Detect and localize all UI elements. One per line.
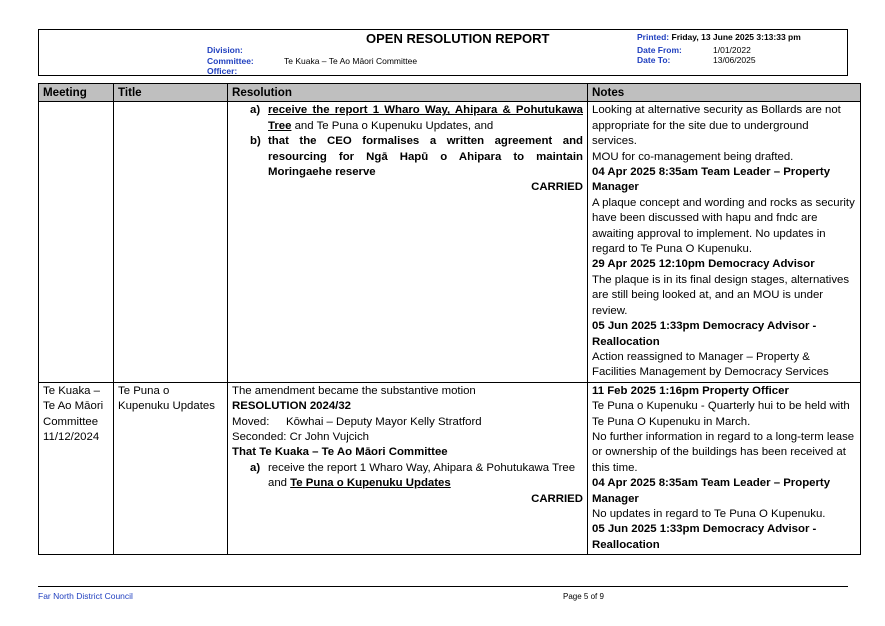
printed-line: [637, 32, 801, 42]
resolution-number: RESOLUTION 2024/32: [232, 400, 352, 413]
division-label: Division:: [207, 45, 243, 55]
note-text: MOU for co-management being drafted.: [592, 150, 794, 163]
note-text: No further information in regard to a long-term lease or ownership of the buildings has been received at this time.: [592, 430, 855, 474]
note-text: Te Puna o Kupenuku - Quarterly hui to be held with Te Puna O Kupenuku in March.: [592, 400, 850, 428]
date-to-value: 13/06/2025: [713, 55, 756, 65]
table-row: [39, 102, 861, 382]
committee-label: Committee:: [207, 56, 254, 66]
report-title: OPEN RESOLUTION REPORT: [366, 31, 550, 46]
table-header-row: [39, 84, 861, 102]
notes-cell: [588, 102, 861, 382]
meeting-cell: [39, 102, 114, 382]
moved-line: Moved: Kōwhai – Deputy Mayor Kelly Stratford: [232, 415, 482, 428]
note-heading: 05 Jun 2025 1:33pm Democracy Advisor - Reallocation: [592, 523, 817, 551]
date-from-label: Date From:: [637, 45, 682, 55]
note-heading: 05 Jun 2025 1:33pm Democracy Advisor - Reallocation: [592, 320, 817, 348]
carried-label: CARRIED: [531, 492, 583, 505]
note-heading: 04 Apr 2025 8:35am Team Leader – Property Manager: [592, 166, 831, 194]
officer-label: Officer:: [207, 66, 238, 76]
that-line: That Te Kuaka – Te Ao Māori Committee: [232, 446, 448, 459]
resolution-cell: [228, 382, 588, 554]
resolution-item-b: b) that the CEO formalises a written agreement and resourcing for Ngā Hapū o Ahipara to maintain Moringaehe reserve: [250, 135, 583, 179]
resolution-item-a: a) receive the report 1 Wharo Way, Ahipara & Pohutukawa Tree and Te Puna o Kupenuku Updates, and: [250, 104, 583, 132]
date-from-value: 1/01/2022: [713, 45, 751, 55]
note-heading: 11 Feb 2025 1:16pm Property Officer: [592, 384, 789, 397]
meeting-cell: Te Kuaka – Te Ao Māori Committee 11/12/2024: [39, 382, 114, 554]
resolution-item-a: a) receive the report 1 Wharo Way, Ahipara & Pohutukawa Tree and Te Puna o Kupenuku Updates: [250, 461, 576, 490]
footer-divider: [38, 586, 848, 587]
seconded-line: Seconded: Cr John Vujcich: [232, 430, 369, 443]
note-text: The plaque is in its final design stages, alternatives are still being looked at, and an MOU is under review.: [592, 273, 850, 317]
printed-value: Friday, 13 June 2025 3:13:33 pm: [671, 32, 801, 42]
resolution-table: [38, 83, 861, 555]
notes-cell: [588, 382, 861, 554]
resolution-cell: [228, 102, 588, 382]
column-header-title: Title: [114, 84, 228, 102]
note-heading: 29 Apr 2025 12:10pm Democracy Advisor: [592, 258, 815, 271]
note-text: No updates in regard to Te Puna O Kupenuku.: [592, 507, 826, 520]
table-row: [39, 382, 861, 554]
resolution-intro: The amendment became the substantive motion: [232, 384, 476, 397]
column-header-resolution: Resolution: [228, 84, 588, 102]
title-cell: Te Puna o Kupenuku Updates: [114, 382, 228, 554]
printed-label: Printed:: [637, 32, 670, 42]
footer-organisation: Far North District Council: [38, 591, 133, 601]
column-header-meeting: Meeting: [39, 84, 114, 102]
carried-label: CARRIED: [531, 181, 583, 194]
note-text: Looking at alternative security as Bollards are not appropriate for the site due to underground services.: [592, 104, 841, 148]
note-text: A plaque concept and wording and rocks as security have been discussed with hapu and fndc are awaiting approval to implement. No updates in regard to Te Puna O Kupenuku.: [592, 196, 855, 256]
column-header-notes: Notes: [588, 84, 861, 102]
page-number: Page 5 of 9: [563, 592, 604, 601]
report-header: [38, 29, 848, 76]
note-text: Action reassigned to Manager – Property & Facilities Management by Democracy Services: [592, 350, 829, 379]
committee-value: Te Kuaka – Te Ao Māori Committee: [284, 56, 418, 66]
note-heading: 04 Apr 2025 8:35am Team Leader – Property Manager: [592, 477, 831, 505]
date-to-label: Date To:: [637, 55, 671, 65]
title-cell: [114, 102, 228, 382]
